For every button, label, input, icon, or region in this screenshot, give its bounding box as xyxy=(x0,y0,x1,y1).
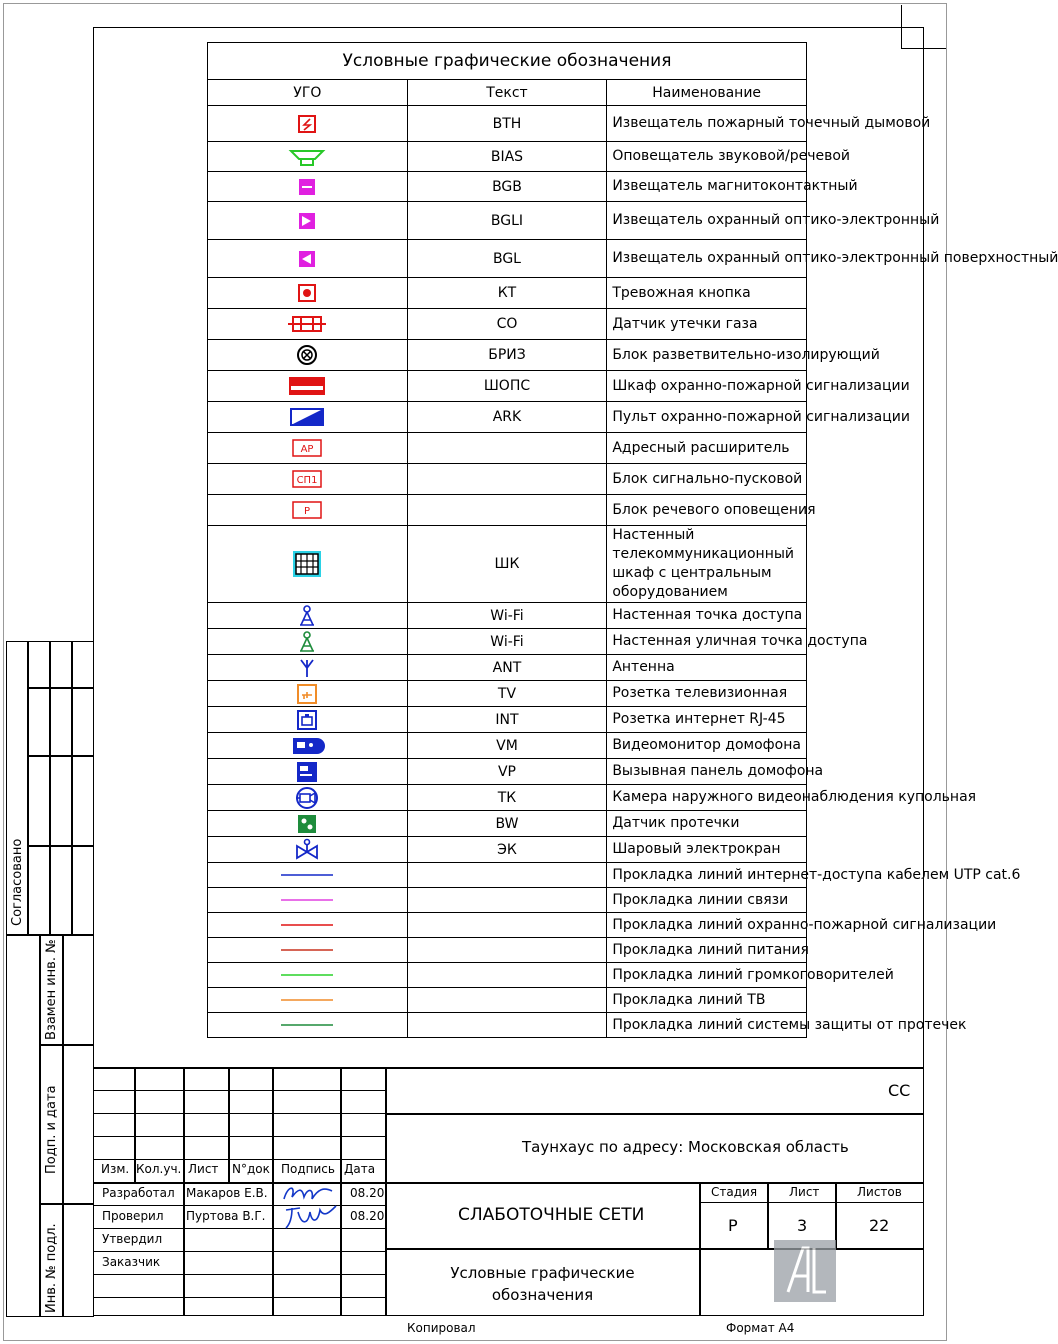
col-list: Лист xyxy=(188,1162,219,1176)
sheets-value: 22 xyxy=(869,1216,890,1235)
optical-detector-icon xyxy=(208,202,408,240)
legend-row-name: Адресный расширитель xyxy=(607,433,807,464)
checker-signature xyxy=(280,1202,340,1234)
developer-date: 08.20 xyxy=(350,1186,385,1200)
legend-row-name: Извещатель охранный оптико-электронный xyxy=(607,202,807,240)
stamp-agreed: Согласовано xyxy=(10,838,25,926)
legend-row xyxy=(208,863,807,888)
legend-row xyxy=(208,811,807,837)
legend-row-name: Блок разветвительно-изолирующий xyxy=(607,340,807,371)
legend-row-name: Шкаф охранно-пожарной сигнализации xyxy=(607,371,807,402)
legend-row-code xyxy=(407,464,607,495)
legend-row-code: БРИЗ xyxy=(407,340,607,371)
legend-row-code xyxy=(407,988,607,1013)
legend-row-name: Извещатель пожарный точечный дымовой xyxy=(607,106,807,142)
footer-copied: Копировал xyxy=(407,1321,476,1335)
stamp-inv-original: Инв. № подл. xyxy=(44,1223,59,1313)
control-console-icon xyxy=(208,402,408,433)
legend-row xyxy=(208,464,807,495)
legend-row xyxy=(208,402,807,433)
legend-row xyxy=(208,202,807,240)
legend-row-code: ТК xyxy=(407,785,607,811)
rj45-socket-icon xyxy=(208,707,408,733)
checker-name: Пуртова В.Г. xyxy=(186,1209,266,1223)
call-panel-icon xyxy=(208,759,408,785)
legend-row-name: Блок речевого оповещения xyxy=(607,495,807,526)
col-sign: Подпись xyxy=(281,1162,335,1176)
legend-row-name: Прокладка линий громкоговорителей xyxy=(607,963,807,988)
gas-sensor-icon xyxy=(208,309,408,340)
legend-row-code: СО xyxy=(407,309,607,340)
legend-row-name: Настенная уличная точка доступа xyxy=(607,629,807,655)
legend-row xyxy=(208,106,807,142)
legend-row xyxy=(208,371,807,402)
legend-row-name: Видеомонитор домофона xyxy=(607,733,807,759)
legend-row xyxy=(208,172,807,202)
legend-row-name: Прокладка линий охранно-пожарной сигнализации xyxy=(607,913,807,938)
role-approver: Утвердил xyxy=(102,1232,163,1246)
stage-label: Стадия xyxy=(711,1185,758,1199)
legend-row xyxy=(208,526,807,603)
role-developer: Разработал xyxy=(102,1186,175,1200)
line-icon xyxy=(208,913,408,938)
access-point-outdoor-icon xyxy=(208,629,408,655)
legend-row-code: ВТН xyxy=(407,106,607,142)
legend-row-name: Антенна xyxy=(607,655,807,681)
magnetic-contact-icon xyxy=(208,172,408,202)
legend-row xyxy=(208,1013,807,1038)
telecom-cabinet-icon xyxy=(208,526,408,603)
legend-row-code: INT xyxy=(407,707,607,733)
legend-row-name: Извещатель охранный оптико-электронный поверхностный xyxy=(607,240,807,278)
sheet-title: Условные графические обозначения xyxy=(450,1264,635,1304)
legend-row xyxy=(208,759,807,785)
svg-text:АР: АР xyxy=(300,444,314,455)
legend-row xyxy=(208,142,807,172)
legend-row-code xyxy=(407,913,607,938)
sheet-label: Лист xyxy=(789,1185,820,1199)
legend-row-name: Шаровый электрокран xyxy=(607,837,807,863)
legend-row-name: Прокладка линий питания xyxy=(607,938,807,963)
section-name: СЛАБОТОЧНЫЕ СЕТИ xyxy=(458,1205,645,1225)
legend-row-name: Вызывная панель домофона xyxy=(607,759,807,785)
legend-row-name: Настенный телекоммуникационный шкаф с центральным оборудованием xyxy=(607,526,807,603)
footer-format: Формат А4 xyxy=(726,1321,795,1335)
line-icon xyxy=(208,938,408,963)
legend-row xyxy=(208,988,807,1013)
line-icon xyxy=(208,1013,408,1038)
corner-box xyxy=(901,5,946,49)
legend-row-name: Розетка интернет RJ-45 xyxy=(607,707,807,733)
legend-row-code: BW xyxy=(407,811,607,837)
line-icon xyxy=(208,963,408,988)
legend-row xyxy=(208,888,807,913)
dome-camera-icon xyxy=(208,785,408,811)
legend-row-code: BGL xyxy=(407,240,607,278)
legend-row-code: КТ xyxy=(407,278,607,309)
stamp-sign-date: Подп. и дата xyxy=(44,1085,59,1174)
legend-row xyxy=(208,938,807,963)
legend-row-code: VM xyxy=(407,733,607,759)
legend-row-code: BIAS xyxy=(407,142,607,172)
legend-title: Условные графические обозначения xyxy=(208,43,807,80)
legend-row-name: Настенная точка доступа xyxy=(607,603,807,629)
legend-row xyxy=(208,603,807,629)
legend-row-name: Датчик утечки газа xyxy=(607,309,807,340)
legend-row-name: Тревожная кнопка xyxy=(607,278,807,309)
header-name: Наименование xyxy=(607,80,807,106)
legend-row-code: ЭК xyxy=(407,837,607,863)
isolator-block-icon xyxy=(208,340,408,371)
legend-row xyxy=(208,433,807,464)
box-label-icon xyxy=(208,464,408,495)
ball-valve-icon xyxy=(208,837,408,863)
developer-name: Макаров Е.В. xyxy=(186,1186,268,1200)
legend-row-name: Прокладка линий ТВ xyxy=(607,988,807,1013)
stage-value: Р xyxy=(728,1216,738,1235)
stamp-replacement: Взамен инв. № xyxy=(44,939,59,1040)
header-ugo: УГО xyxy=(208,80,408,106)
legend-row-code: ANT xyxy=(407,655,607,681)
video-monitor-icon xyxy=(208,733,408,759)
legend-row-name: Камера наружного видеонаблюдения купольная xyxy=(607,785,807,811)
line-icon xyxy=(208,888,408,913)
col-date: Дата xyxy=(344,1162,376,1176)
legend-row-name: Прокладка линий интернет-доступа кабелем UTP cat.6 xyxy=(607,863,807,888)
legend-row-name: Пульт охранно-пожарной сигнализации xyxy=(607,402,807,433)
surface-detector-icon xyxy=(208,240,408,278)
sheets-label: Листов xyxy=(857,1185,902,1199)
legend-row xyxy=(208,240,807,278)
legend-row xyxy=(208,913,807,938)
legend-row-code: Wi-Fi xyxy=(407,629,607,655)
legend-row xyxy=(208,785,807,811)
leak-sensor-icon xyxy=(208,811,408,837)
legend-row xyxy=(208,837,807,863)
legend-row-name: Датчик протечки xyxy=(607,811,807,837)
legend-row xyxy=(208,733,807,759)
siren-icon xyxy=(208,142,408,172)
legend-row xyxy=(208,629,807,655)
legend-row-code xyxy=(407,888,607,913)
col-kol: Кол.уч. xyxy=(136,1162,182,1176)
legend-row xyxy=(208,655,807,681)
legend-row xyxy=(208,309,807,340)
tv-socket-icon xyxy=(208,681,408,707)
col-ndoc: N°док xyxy=(232,1162,270,1176)
legend-row-name: Оповещатель звуковой/речевой xyxy=(607,142,807,172)
header-text: Текст xyxy=(407,80,607,106)
line-icon xyxy=(208,988,408,1013)
legend-row xyxy=(208,681,807,707)
alarm-button-icon xyxy=(208,278,408,309)
legend-row xyxy=(208,340,807,371)
box-label-icon xyxy=(208,433,408,464)
legend-row-code: BGB xyxy=(407,172,607,202)
legend-row-code: ШОПС xyxy=(407,371,607,402)
doc-code: СС xyxy=(888,1081,911,1100)
legend-row xyxy=(208,495,807,526)
legend-row xyxy=(208,963,807,988)
legend-row xyxy=(208,278,807,309)
legend-table xyxy=(207,42,1058,1038)
legend-row-name: Прокладка линии связи xyxy=(607,888,807,913)
access-point-icon xyxy=(208,603,408,629)
legend-row-name: Розетка телевизионная xyxy=(607,681,807,707)
legend-row-code xyxy=(407,1013,607,1038)
legend-row xyxy=(208,707,807,733)
legend-row-code xyxy=(407,433,607,464)
role-customer: Заказчик xyxy=(102,1255,161,1269)
legend-row-code xyxy=(407,495,607,526)
legend-row-code xyxy=(407,938,607,963)
legend-row-code: TV xyxy=(407,681,607,707)
legend-row-name: Блок сигнально-пусковой xyxy=(607,464,807,495)
legend-row-code: VP xyxy=(407,759,607,785)
legend-row-name: Прокладка линий системы защиты от протечек xyxy=(607,1013,807,1038)
box-label-icon xyxy=(208,495,408,526)
antenna-icon xyxy=(208,655,408,681)
legend-row-code: ШК xyxy=(407,526,607,603)
legend-row-code xyxy=(407,863,607,888)
project-name: Таунхаус по адресу: Московская область xyxy=(522,1138,849,1156)
legend-row-code: BGLI xyxy=(407,202,607,240)
svg-text:Р: Р xyxy=(304,506,311,517)
line-icon xyxy=(208,863,408,888)
panel-cabinet-icon xyxy=(208,371,408,402)
legend-row-code: Wi-Fi xyxy=(407,603,607,629)
legend-row-code xyxy=(407,963,607,988)
logo xyxy=(774,1240,836,1302)
col-izm: Изм. xyxy=(101,1162,130,1176)
sheet-value: 3 xyxy=(797,1216,808,1235)
svg-text:СП1: СП1 xyxy=(296,475,318,486)
legend-row-code: ARK xyxy=(407,402,607,433)
checker-date: 08.20 xyxy=(350,1209,385,1223)
smoke-detector-icon xyxy=(208,106,408,142)
role-checker: Проверил xyxy=(102,1209,164,1223)
legend-row-name: Извещатель магнитоконтактный xyxy=(607,172,807,202)
